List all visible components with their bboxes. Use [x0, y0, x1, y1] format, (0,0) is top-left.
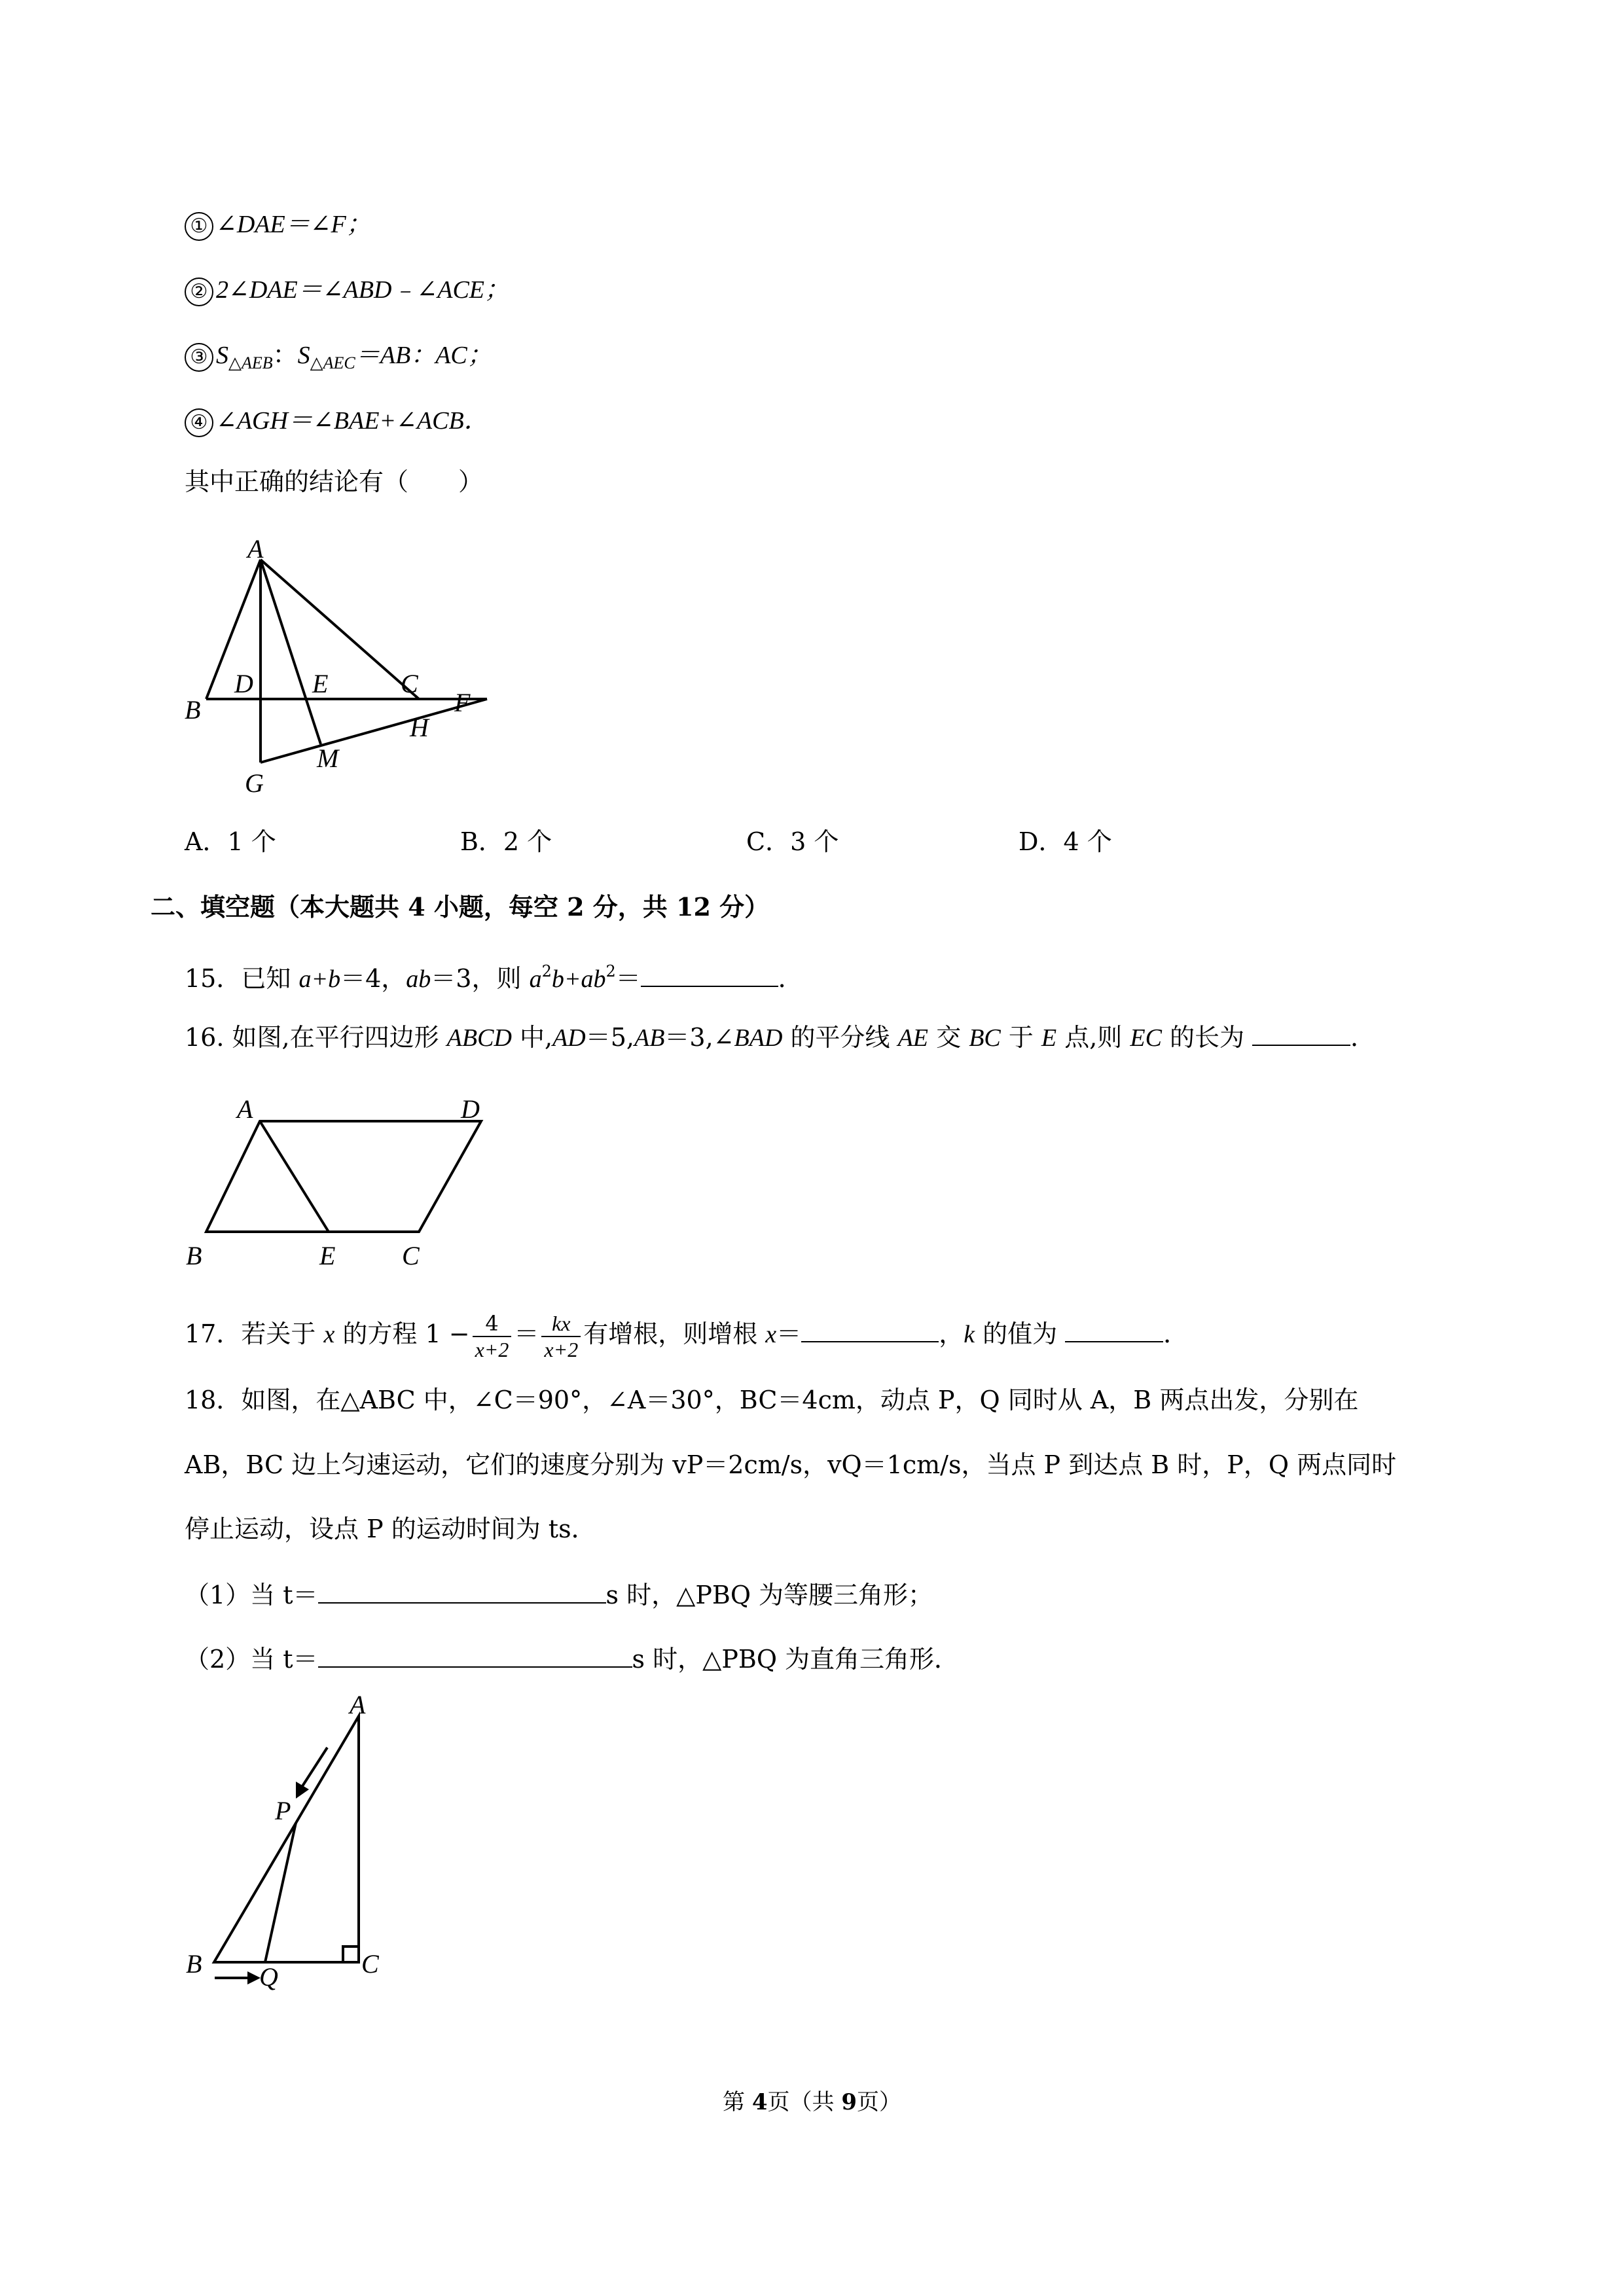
q18-part-1-pre: （1）当 t＝ — [185, 1581, 318, 1609]
q17-end: ． — [1163, 1319, 1189, 1348]
q16-text: 16. 如图,在平行四边形 — [185, 1023, 447, 1052]
area-symbol: S — [216, 342, 228, 369]
label-H: H — [410, 713, 429, 742]
q18-part-1-post: s 时，△PBQ 为等腰三角形； — [605, 1581, 933, 1609]
q17-equals: ＝ — [776, 1319, 802, 1348]
q16-ad: AD — [552, 1024, 586, 1052]
label-A: A — [237, 1094, 253, 1124]
q15-eq1: ＝4， — [340, 964, 406, 993]
option-c: C．3 个 — [746, 827, 839, 856]
q16-text: 中, — [511, 1023, 553, 1052]
label-B: B — [185, 695, 201, 725]
q17-text: 若关于 — [241, 1319, 324, 1348]
label-P: P — [275, 1796, 291, 1825]
q16-bad: BAD — [734, 1024, 783, 1052]
q16-text: 于 — [1000, 1023, 1041, 1052]
q16-ae: AE — [897, 1024, 929, 1052]
label-G: G — [245, 768, 264, 798]
label-D: D — [234, 669, 253, 698]
page-number: 4 — [751, 2089, 768, 2115]
q15-pre: 已知 — [241, 964, 299, 993]
q17-text: 的值为 — [975, 1319, 1066, 1348]
q15-eq2: ＝3，则 — [431, 964, 530, 993]
q16-text: 的长为 — [1161, 1023, 1253, 1052]
q14-question: 其中正确的结论有（ ） — [185, 467, 484, 496]
q17-equals: ＝ — [514, 1319, 539, 1348]
label-A: A — [247, 534, 264, 564]
circled-number-1: ① — [185, 212, 213, 241]
label-M: M — [317, 744, 339, 773]
q16-text: 的平分线 — [782, 1023, 898, 1052]
q17-var-x: x — [323, 1321, 335, 1348]
circled-number-4: ④ — [185, 408, 213, 437]
footer-text: 页（共 — [767, 2089, 842, 2115]
q15-term-bab: b+ab — [551, 965, 606, 993]
fraction-numerator: kx — [541, 1311, 581, 1337]
q16-e: E — [1041, 1024, 1057, 1052]
right-angle-mark — [343, 1946, 359, 1962]
q17-var-k: k — [964, 1321, 975, 1348]
q16-text: 交 — [928, 1023, 969, 1052]
fraction-numerator: 4 — [473, 1311, 512, 1337]
label-D: D — [461, 1094, 480, 1124]
q18-part-2-pre: （2）当 t＝ — [185, 1645, 318, 1674]
q14-item-1-text: ∠DAE＝∠F； — [216, 211, 371, 238]
q16-text: ＝3,∠ — [664, 1023, 734, 1052]
circled-number-2: ② — [185, 278, 213, 306]
seg-pq — [265, 1823, 296, 1962]
area-symbol: S — [297, 342, 310, 369]
q16-abcd: ABCD — [446, 1024, 512, 1052]
q18-line-1: 18．如图，在△ABC 中，∠C＝90°，∠A＝30°，BC＝4cm，动点 P，Q 同时从 A，B 两点出发，分别在 — [185, 1386, 1359, 1414]
area-subscript-aec: △AEC — [310, 353, 355, 372]
area-subscript-aeb: △AEB — [228, 353, 273, 372]
label-A: A — [350, 1690, 366, 1719]
fraction-denominator: x+2 — [475, 1337, 509, 1361]
q16-end: ． — [1350, 1023, 1376, 1052]
circled-number-3: ③ — [185, 343, 213, 372]
ratio-colon: ： — [272, 340, 298, 369]
fraction-denominator: x+2 — [544, 1337, 579, 1361]
q15-expr2: ab — [406, 965, 431, 993]
page-footer — [0, 2088, 1624, 2117]
q17-text: 的方程 1 − — [334, 1319, 470, 1348]
q17-var-x: x — [765, 1321, 777, 1348]
q14-item-3-rest: ＝AB：AC； — [355, 342, 492, 369]
q15-exponent-1: 2 — [541, 962, 552, 980]
q15-term-a: a — [529, 965, 542, 993]
label-B: B — [186, 1949, 202, 1979]
label-C: C — [401, 669, 418, 698]
option-d: D．4 个 — [1019, 827, 1112, 856]
arrow-q-head — [247, 1971, 261, 1984]
option-a: A．1 个 — [185, 827, 276, 856]
q15-number: 15． — [185, 964, 242, 993]
q18-line-3: 停止运动，设点 P 的运动时间为 ts． — [185, 1515, 596, 1543]
label-E: E — [312, 669, 329, 698]
q17-text: 有增根，则增根 — [583, 1319, 766, 1348]
page-total: 9 — [841, 2089, 857, 2115]
section-heading: 二、填空题（本大题共 4 小题，每空 2 分，共 12 分） — [151, 892, 770, 922]
q17-comma: ， — [939, 1319, 964, 1348]
q15-end: ． — [778, 964, 803, 993]
q18-part-2-post: s 时，△PBQ 为直角三角形． — [632, 1645, 960, 1674]
triangle-abc — [214, 1716, 359, 1962]
q14-item-4-text: ∠AGH＝∠BAE+∠ACB． — [216, 407, 489, 435]
q16-text: 点,则 — [1056, 1023, 1130, 1052]
q18-line-2: AB，BC 边上匀速运动，它们的速度分别为 vP＝2cm/s，vQ＝1cm/s，当点 P 到达点 B 时，P，Q 两点同时 — [185, 1450, 1397, 1479]
q15-exponent-2: 2 — [605, 962, 616, 980]
q16-text: ＝5, — [585, 1023, 634, 1052]
label-C: C — [402, 1241, 420, 1270]
q16-ec: EC — [1130, 1024, 1162, 1052]
q14-item-2-text: 2∠DAE＝∠ABD﹣∠ACE； — [216, 276, 510, 304]
arrow-p-shaft — [301, 1748, 327, 1788]
q16-ab: AB — [634, 1024, 665, 1052]
q15-expr1: a+b — [298, 965, 341, 993]
label-F: F — [454, 688, 471, 717]
footer-text: 页） — [856, 2089, 901, 2115]
label-E: E — [319, 1241, 336, 1270]
q15-eq3: ＝ — [615, 964, 641, 993]
label-Q: Q — [259, 1962, 278, 1992]
q16-bc: BC — [969, 1024, 1001, 1052]
option-b: B．2 个 — [460, 827, 552, 856]
label-B: B — [186, 1241, 202, 1270]
q17-number: 17． — [185, 1319, 242, 1348]
label-C: C — [361, 1949, 379, 1979]
footer-text: 第 — [723, 2089, 752, 2115]
